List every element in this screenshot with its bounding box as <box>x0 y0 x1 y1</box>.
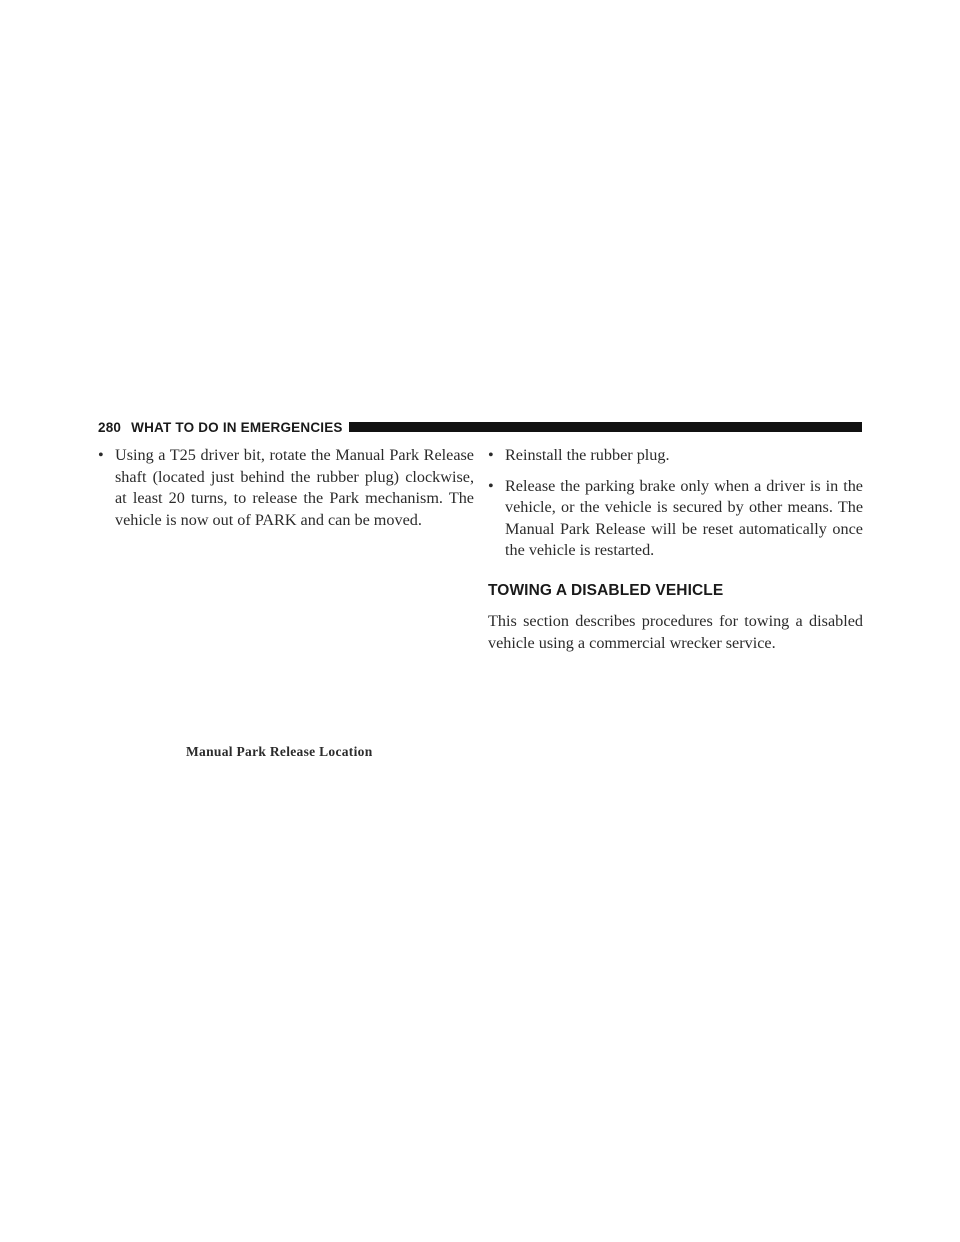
page-header <box>98 418 862 436</box>
header-rule <box>349 422 862 432</box>
list-item-text: Using a T25 driver bit, rotate the Manual Park Release shaft (located just behind the rubber plug) clockwise, at least 20 turns, to release the Park mechanism. The vehicle is now out of PARK and can be moved. <box>115 446 474 529</box>
list-item <box>488 445 863 467</box>
section-heading: TOWING A DISABLED VEHICLE <box>488 581 724 599</box>
bullet-icon: • <box>488 446 494 464</box>
list-item <box>98 445 474 531</box>
bullet-icon: • <box>98 446 104 464</box>
body-paragraph: This section describes procedures for towing a disabled vehicle using a commercial wrecker service. <box>488 612 863 652</box>
left-column <box>98 445 474 540</box>
figure-caption: Manual Park Release Location <box>186 744 373 759</box>
list-item-text: Reinstall the rubber plug. <box>505 446 670 464</box>
right-column <box>488 445 863 654</box>
list-item-text: Release the parking brake only when a driver is in the vehicle, or the vehicle is secured by other means. The Manual Park Release will be reset automatically once the vehicle is restarted. <box>505 476 863 559</box>
page-number: 280 <box>98 419 122 435</box>
section-title: WHAT TO DO IN EMERGENCIES <box>131 419 343 435</box>
list-item <box>488 476 863 562</box>
bullet-icon: • <box>488 476 494 495</box>
